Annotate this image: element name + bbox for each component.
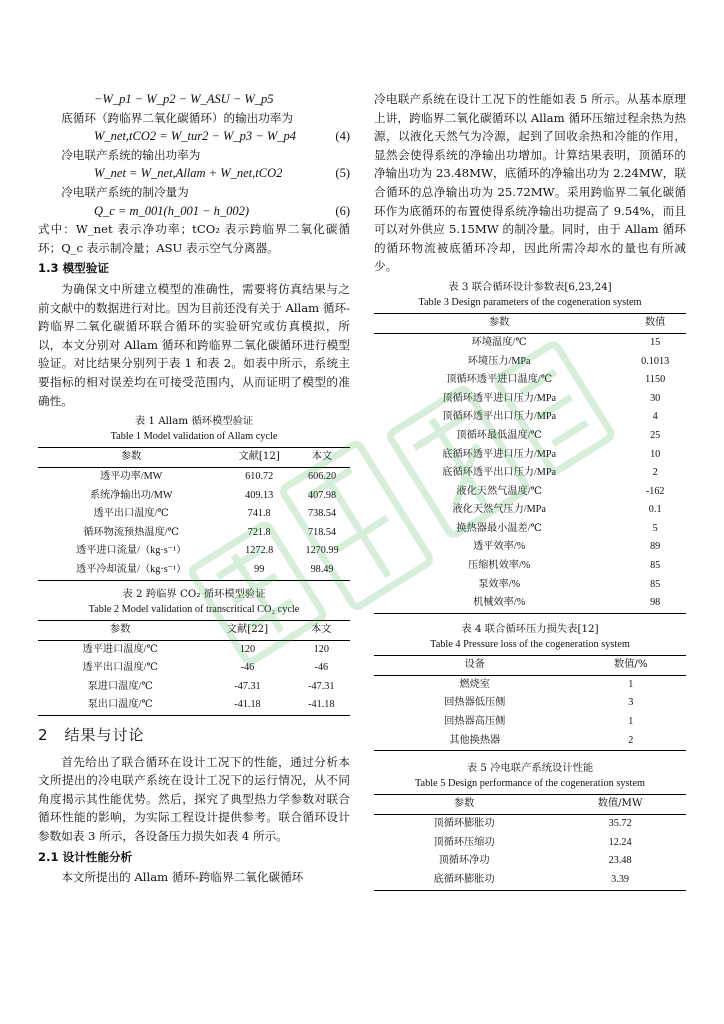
equation-continuation bbox=[38, 90, 350, 109]
table-cell: 环境压力/MPa bbox=[467, 355, 531, 367]
table-header: 本文 bbox=[294, 448, 350, 468]
table-cell: 循环物流预热温度/℃ bbox=[83, 526, 180, 538]
equation-text: Q_c = m_001(h_001 − h_002) bbox=[94, 203, 250, 218]
table-cell: 407.98 bbox=[308, 489, 337, 501]
table-cell: 透平冷却流量/（kg·s⁻¹） bbox=[38, 561, 224, 580]
table-row bbox=[374, 408, 686, 427]
text-bottom-cycle: 底循环（跨临界二氧化碳循环）的输出功率为 bbox=[61, 110, 294, 125]
table-cell: 741.8 bbox=[247, 508, 271, 520]
equation-number: (6) bbox=[335, 203, 350, 218]
table2-caption-cn: 表 2 跨临界 CO₂ 循环模型验证 bbox=[122, 587, 266, 600]
table-row bbox=[38, 524, 350, 543]
table-row bbox=[374, 483, 686, 502]
table-cell: 液化天然气压力/MPa bbox=[452, 504, 546, 516]
table2 bbox=[38, 620, 350, 716]
table-header: 数值 bbox=[624, 313, 686, 333]
table-header: 文献[12] bbox=[224, 448, 294, 468]
table-cell: 泵进口温度/℃ bbox=[87, 680, 153, 692]
table-cell: 10 bbox=[650, 448, 661, 460]
table1-caption-cn: 表 1 Allam 循环模型验证 bbox=[134, 415, 254, 428]
table-cell: 718.54 bbox=[308, 526, 337, 538]
table-cell: 98.49 bbox=[294, 561, 350, 580]
table-header: 数值/% bbox=[576, 655, 686, 675]
table-cell: 机械效率/% bbox=[374, 594, 624, 613]
table-cell: 顶循环透平出口压力/MPa bbox=[442, 411, 557, 423]
table-cell: 1270.99 bbox=[305, 545, 339, 557]
table-cell: 2 bbox=[652, 467, 658, 479]
table-row bbox=[38, 487, 350, 506]
table-cell: 3 bbox=[628, 697, 634, 709]
table-cell: 顶循环膨胀功 bbox=[433, 818, 495, 830]
table-row bbox=[374, 694, 686, 713]
table-cell: 顶循环最低温度/℃ bbox=[456, 429, 542, 441]
table-cell: 透平效率/% bbox=[473, 541, 526, 553]
table-cell: 顶循环透平进口压力/MPa bbox=[442, 392, 557, 404]
table-cell: 底循环透平出口压力/MPa bbox=[442, 467, 557, 479]
table-cell: 1 bbox=[628, 678, 634, 690]
table-row bbox=[38, 505, 350, 524]
table-header: 设备 bbox=[374, 655, 576, 675]
table-cell: 12.24 bbox=[608, 836, 632, 848]
table-row bbox=[374, 852, 686, 871]
table-cell: 98 bbox=[624, 594, 686, 613]
table-cell: 5 bbox=[652, 522, 658, 534]
table-row bbox=[38, 468, 350, 487]
table-cell: 底循环膨胀功 bbox=[374, 871, 554, 890]
table3 bbox=[374, 313, 686, 614]
table-cell: 0.1 bbox=[648, 504, 662, 516]
equation-5 bbox=[38, 164, 350, 183]
table3-caption-en: Table 3 Design parameters of the cogeneration system bbox=[418, 296, 642, 308]
equation-6 bbox=[38, 202, 350, 221]
table-cell: 顶循环净功 bbox=[438, 855, 490, 867]
table1-caption-en: Table 1 Model validation of Allam cycle bbox=[110, 431, 278, 443]
table-cell: -47.31 bbox=[234, 680, 261, 692]
table-cell: 底循环透平进口压力/MPa bbox=[442, 448, 557, 460]
table-cell: 23.48 bbox=[608, 855, 632, 867]
table-header: 数值/MW bbox=[554, 795, 686, 815]
text-cooling: 冷电联产系统的制冷量为 bbox=[61, 184, 189, 199]
table-row bbox=[374, 371, 686, 390]
section-title: 结果与讨论 bbox=[64, 726, 145, 745]
table-cell: 透平出口温度/℃ bbox=[82, 662, 158, 674]
section-2-1-paragraph: 本文所提出的 Allam 循环-跨临界二氧化碳循环 bbox=[61, 870, 304, 885]
table-header: 参数 bbox=[38, 448, 224, 468]
table-row bbox=[374, 815, 686, 834]
table-cell: 1272.8 bbox=[245, 545, 274, 557]
table-cell: 压缩机效率/% bbox=[468, 560, 531, 572]
table-cell: 系统净输出功/MW bbox=[89, 489, 173, 501]
section-1-3-paragraph: 为确保文中所建立模型的准确性，需要将仿真结果与之前文献中的数据进行对比。因为目前还没有关于 Allam 循环-跨临界二氧化碳循环联合循环的实验研究或仿真模拟，所以，本文分别对 Allam 循环和跨临界二氧化碳循环进行模型验证。对比结果分别列于表 1 和表 2。如表中所示，系统主要指标的相对误差均在可接受范围内，从而证明了模型的准确性。 bbox=[38, 281, 350, 408]
table-row bbox=[374, 594, 686, 613]
symbol-note: 式中：W_net 表示净功率；tCO₂ 表示跨临界二氧化碳循环；Q_c 表示制冷量；ASU 表示空气分离器。 bbox=[38, 222, 350, 255]
text-system-output: 冷电联产系统的输出功率为 bbox=[61, 147, 201, 162]
table-cell: 透平进口温度/℃ bbox=[82, 643, 158, 655]
table-row bbox=[374, 446, 686, 465]
table-row bbox=[374, 390, 686, 409]
table1 bbox=[38, 447, 350, 581]
equation-4 bbox=[38, 127, 350, 146]
table5-caption-en: Table 5 Design performance of the cogeneration system bbox=[414, 778, 645, 790]
table-cell: -46 bbox=[240, 662, 255, 674]
table-row bbox=[374, 732, 686, 751]
table-header: 参数 bbox=[38, 620, 202, 640]
table-cell: 25 bbox=[650, 429, 661, 441]
table-header: 文献[22] bbox=[202, 620, 292, 640]
equation-text: −W_p1 − W_p2 − W_ASU − W_p5 bbox=[94, 92, 274, 106]
table-cell: 0.1013 bbox=[641, 355, 670, 367]
table-cell: 顶循环透平进口温度/℃ bbox=[446, 374, 553, 386]
table-row bbox=[374, 520, 686, 539]
table-cell: 409.13 bbox=[245, 489, 274, 501]
section-1-3-title: 1.3 模型验证 bbox=[38, 261, 109, 276]
equation-number: (4) bbox=[335, 129, 350, 144]
table-cell: 721.8 bbox=[247, 526, 271, 538]
table4-caption-cn: 表 4 联合循环压力损失表[12] bbox=[461, 622, 599, 635]
table-cell: 3.39 bbox=[554, 871, 686, 890]
table-row bbox=[374, 871, 686, 890]
table-cell: -41.18 bbox=[293, 696, 350, 715]
table-row bbox=[38, 542, 350, 561]
table-cell: 120 bbox=[239, 643, 256, 655]
table-row bbox=[374, 557, 686, 576]
table-cell: 液化天然气温度/℃ bbox=[456, 485, 542, 497]
table-cell: 透平出口温度/℃ bbox=[93, 508, 169, 520]
table-row bbox=[374, 464, 686, 483]
table-row bbox=[38, 561, 350, 580]
table-cell: 其他换热器 bbox=[374, 732, 576, 751]
section-2-paragraph: 首先给出了联合循环在设计工况下的性能，通过分析本文所提出的冷电联产系统在设计工况下的运行情况，从不同角度揭示其性能优势。然后，探究了典型热力学参数对联合循环性能的影响，为实际工程设计提供参考。联合循环设计参数如表 3 所示，各设备压力损失如表 4 所示。 bbox=[38, 754, 350, 843]
table-row bbox=[38, 678, 350, 697]
table-cell: 1150 bbox=[645, 374, 666, 386]
table-cell: 610.72 bbox=[245, 471, 274, 483]
table-cell: 1 bbox=[628, 716, 634, 728]
table2-caption-en: Table 2 Model validation of transcritical CO₂ cycle bbox=[88, 603, 300, 615]
table-cell: -162 bbox=[645, 485, 665, 497]
table-row bbox=[374, 501, 686, 520]
section-number: 2 bbox=[38, 726, 49, 745]
table-cell: 顶循环压缩功 bbox=[433, 836, 495, 848]
table5 bbox=[374, 794, 686, 890]
table-cell: 35.72 bbox=[608, 818, 632, 830]
table-cell: -47.31 bbox=[308, 680, 335, 692]
table-cell: 15 bbox=[650, 336, 661, 348]
table-cell: 85 bbox=[650, 578, 661, 590]
section-2-heading bbox=[38, 726, 350, 745]
table-cell: 85 bbox=[650, 560, 661, 572]
table-header: 本文 bbox=[293, 620, 350, 640]
table-header: 参数 bbox=[374, 795, 554, 815]
table-row bbox=[374, 333, 686, 352]
table4-caption-en: Table 4 Pressure loss of the cogeneration system bbox=[430, 638, 630, 650]
table-row bbox=[38, 659, 350, 678]
table-cell: 89 bbox=[650, 541, 661, 553]
equation-text: W_net,tCO2 = W_tur2 − W_p3 − W_p4 bbox=[94, 129, 297, 144]
table-header: 参数 bbox=[374, 313, 624, 333]
table-cell: 738.54 bbox=[308, 508, 337, 520]
table-row bbox=[38, 640, 350, 659]
table-cell: 4 bbox=[652, 411, 658, 423]
table-row bbox=[38, 696, 350, 715]
table-cell: 606.20 bbox=[308, 471, 337, 483]
section-2-1-title: 2.1 设计性能分析 bbox=[38, 849, 133, 864]
table-row bbox=[374, 675, 686, 694]
table-cell: 透平进口流量/（kg·s⁻¹） bbox=[76, 545, 187, 557]
table-row bbox=[374, 538, 686, 557]
table-row bbox=[374, 427, 686, 446]
left-column bbox=[38, 90, 350, 887]
table-cell: 回热器高压侧 bbox=[444, 716, 506, 728]
table4 bbox=[374, 655, 686, 751]
equation-text: W_net = W_net,Allam + W_net,tCO2 bbox=[94, 166, 283, 181]
table-cell: 120 bbox=[313, 643, 329, 655]
table5-caption-cn: 表 5 冷电联产系统设计性能 bbox=[466, 762, 594, 775]
table-row bbox=[374, 576, 686, 595]
table-cell: 环境温度/℃ bbox=[471, 336, 527, 348]
equation-number: (5) bbox=[335, 166, 350, 181]
table-cell: 燃烧室 bbox=[459, 678, 491, 690]
table-cell: 泵出口温度/℃ bbox=[38, 696, 202, 715]
table-cell: -41.18 bbox=[202, 696, 292, 715]
table3-caption-cn: 表 3 联合循环设计参数表[6,23,24] bbox=[448, 280, 612, 293]
table-row bbox=[374, 353, 686, 372]
table-cell: 泵效率/% bbox=[478, 578, 521, 590]
table-cell: -46 bbox=[314, 662, 329, 674]
table-row bbox=[374, 713, 686, 732]
table-cell: 回热器低压侧 bbox=[444, 697, 506, 709]
table-cell: 99 bbox=[224, 561, 294, 580]
right-paragraph: 冷电联产系统在设计工况下的性能如表 5 所示。从基本原理上讲，跨临界二氧化碳循环以 Allam 循环压缩过程余热为热源，以液化天然气为冷源，起到了回收余热和冷能的作用，显然会使得系统的净输出功增加。计算结果表明，顶循环的净输出功为 23.48MW，底循环的净输出功为 2.24MW，联合循环的总净输出功为 25.72MW。采用跨临界二氧化碳循环作为底循环的布置使得系统净输出功提高了 9.54%，而且可以对外供应 5.15MW 的制冷量。同时，由于 Allam 循环的循环物流被底循环冷却，因此所需冷却水的量也有所减少。 bbox=[374, 92, 686, 274]
table-cell: 换热器最小温差/℃ bbox=[456, 522, 542, 534]
table-row bbox=[374, 834, 686, 853]
right-column bbox=[374, 90, 686, 891]
table-cell: 2 bbox=[576, 732, 686, 751]
table-cell: 透平功率/MW bbox=[100, 471, 163, 483]
table-cell: 30 bbox=[650, 392, 661, 404]
